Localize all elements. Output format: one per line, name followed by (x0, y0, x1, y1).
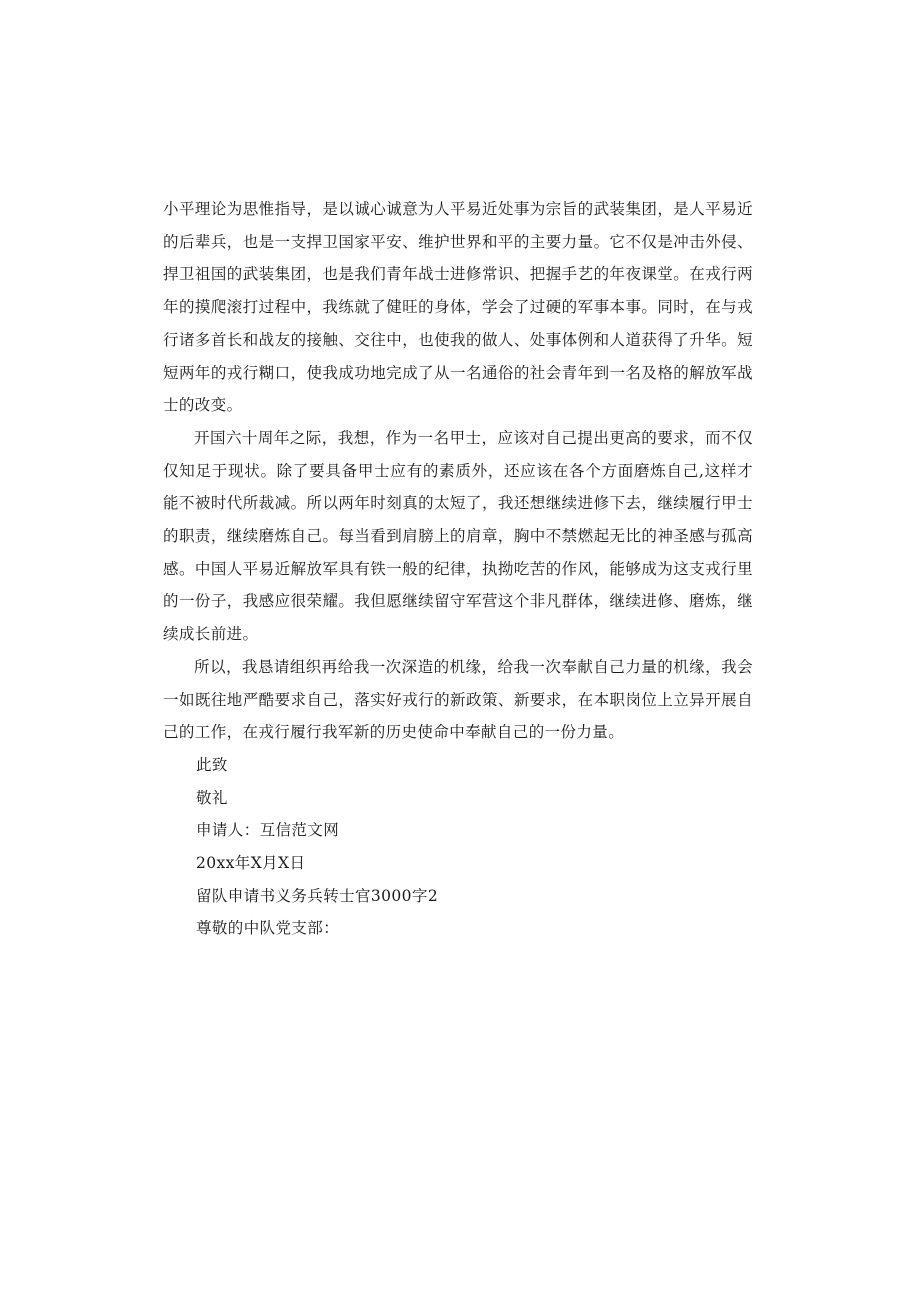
letter-body (163, 193, 753, 945)
date-line: 20xx年X月X日 (196, 854, 306, 873)
paragraph-1: 小平理论为思惟指导，是以诚心诚意为人平易近处事为宗旨的武装集团，是人平易近的后辈兵，也是一支捍卫国家平安、维护世界和平的主要力量。它不仅是冲击外侵、捍卫祖国的武装集团，也是我们青年战士进修常识、把握手艺的年夜课堂。在戎行两年的摸爬滚打过程中，我练就了健旺的身体，学会了过硬的军事本事。同时，在与戎行诸多首长和战友的接触、交往中，也使我的做人、处事体例和人道获得了升华。短短两年的戎行糊口，使我成功地完成了从一名通俗的社会青年到一名及格的解放军战士的改变。 (163, 200, 753, 415)
next-document-greeting: 尊敬的中队党支部： (196, 919, 340, 938)
closing-line: 此致 (196, 755, 228, 774)
salute-line: 敬礼 (196, 788, 228, 807)
applicant-line: 申请人：互信范文网 (196, 821, 340, 840)
paragraph-2: 开国六十周年之际，我想，作为一名甲士，应该对自己提出更高的要求，而不仅仅知足于现状。除了要具备甲士应有的素质外，还应该在各个方面磨炼自己,这样才能不被时代所裁减。所以两年时刻真的太短了，我还想继续进修下去，继续履行甲士的职责，继续磨炼自己。每当看到肩膀上的肩章，胸中不禁燃起无比的神圣感与孤高感。中国人平易近解放军具有铁一般的纪律，执拗吃苦的作风，能够成为这支戎行里的一份子，我感应很荣耀。我但愿继续留守军营这个非凡群体，继续进修、磨炼，继续成长前进。 (163, 428, 753, 644)
paragraph-3: 所以，我恳请组织再给我一次深造的机缘，给我一次奉献自己力量的机缘，我会一如既往地严酷要求自己，落实好戎行的新政策、新要求，在本职岗位上立异开展自己的工作，在戎行履行我军新的历史使命中奉献自己的一份力量。 (163, 657, 753, 742)
next-document-title: 留队申请书义务兵转士官3000字2 (196, 886, 439, 905)
